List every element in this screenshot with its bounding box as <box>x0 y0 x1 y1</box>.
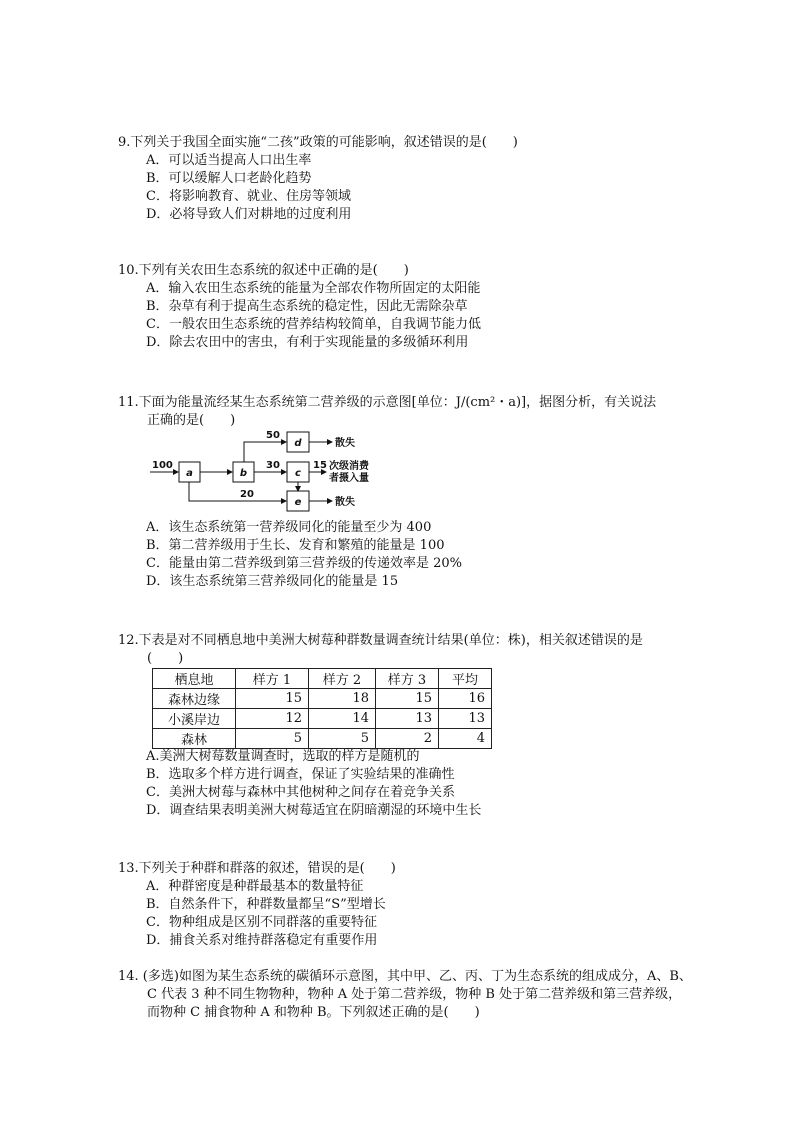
label-input-100: 100 <box>152 460 173 471</box>
table-header: 样方 1 <box>236 669 309 689</box>
node-b-label: b <box>239 468 248 479</box>
table-cell: 5 <box>309 729 376 749</box>
question-12-option-a: A.美洲大树莓数量调查时，选取的样方是随机的 <box>146 749 420 764</box>
table-header: 样方 2 <box>309 669 376 689</box>
question-13-stem: 13.下列关于种群和群落的叙述，错误的是( ) <box>118 861 396 876</box>
table-header: 样方 3 <box>376 669 439 689</box>
question-11-stem-line2: 正确的是( ) <box>147 413 236 428</box>
node-d-label: d <box>294 438 302 449</box>
table-cell: 13 <box>376 709 439 729</box>
table-header: 栖息地 <box>153 669 236 689</box>
question-12-stem-line2: ( ) <box>147 651 184 666</box>
question-13-option-c: C．物种组成是区别不同群落的重要特征 <box>146 915 377 930</box>
question-12-option-c: C．美洲大树莓与森林中其他树种之间存在着竞争关系 <box>146 785 455 800</box>
question-14-line3: 而物种 C 捕食物种 A 和物种 B。下列叙述正确的是( ) <box>147 1005 480 1020</box>
question-9 <box>118 134 718 224</box>
table-cell: 森林 <box>153 729 236 749</box>
question-9-option-c: C．将影响教育、就业、住房等领域 <box>146 189 351 204</box>
question-10 <box>118 262 718 352</box>
table-cell: 2 <box>376 729 439 749</box>
table-cell: 15 <box>376 689 439 709</box>
question-10-stem: 10.下列有关农田生态系统的叙述中正确的是( ) <box>118 263 409 278</box>
question-10-option-a: A．输入农田生态系统的能量为全部农作物所固定的太阳能 <box>146 281 481 296</box>
question-13 <box>118 860 718 950</box>
table-cell: 4 <box>439 729 492 749</box>
energy-flow-diagram <box>148 428 398 520</box>
question-11-stem-line1: 11.下面为能量流经某生态系统第二营养级的示意图[单位：J/(cm²・a)]，据图分析，有关说法 <box>118 395 657 410</box>
question-10-option-d: D．除去农田中的害虫，有利于实现能量的多级循环利用 <box>146 335 469 350</box>
question-11-option-a: A．该生态系统第一营养级同化的能量至少为 400 <box>146 520 432 535</box>
question-12-stem-line1: 12.下表是对不同栖息地中美洲大树莓种群数量调查统计结果(单位：株)，相关叙述错误的是 <box>118 633 643 648</box>
question-11-option-d: D．该生态系统第三营养级同化的能量是 15 <box>146 574 399 589</box>
arrow-a-e <box>189 482 286 501</box>
question-9-option-b: B．可以缓解人口老龄化趋势 <box>146 171 312 186</box>
question-13-option-b: B．自然条件下，种群数量都呈“S”型增长 <box>146 897 386 912</box>
label-bd-50: 50 <box>266 430 280 441</box>
question-9-option-a: A．可以适当提高人口出生率 <box>146 153 312 168</box>
question-14-line1: 14. (多选)如图为某生态系统的碳循环示意图，其中甲、乙、丙、丁为生态系统的组成成分，A、B、 <box>118 969 692 984</box>
question-12-options <box>118 748 718 820</box>
label-ae-20: 20 <box>240 489 254 500</box>
question-12-option-d: D．调查结果表明美洲大树莓适宜在阴暗潮湿的环境中生长 <box>146 803 482 818</box>
question-10-option-b: B．杂草有利于提高生态系统的稳定性，因此无需除杂草 <box>146 299 468 314</box>
label-e-out: 散失 <box>335 497 355 508</box>
question-12-option-b: B．选取多个样方进行调查，保证了实验结果的准确性 <box>146 767 455 782</box>
arrow-b-d <box>244 442 286 462</box>
question-11 <box>118 394 718 430</box>
question-13-option-a: A．种群密度是种群最基本的数量特征 <box>146 879 364 894</box>
label-c-out-15: 15 <box>313 460 327 471</box>
question-13-option-d: D．捕食关系对维持群落稳定有重要作用 <box>146 933 378 948</box>
table-cell: 15 <box>236 689 309 709</box>
node-c-label: c <box>295 468 301 479</box>
question-12 <box>118 632 718 668</box>
question-11-option-b: B．第二营养级用于生长、发育和繁殖的能量是 100 <box>146 538 445 553</box>
table-cell: 14 <box>309 709 376 729</box>
question-14 <box>118 968 718 1022</box>
table-cell: 12 <box>236 709 309 729</box>
table-cell: 13 <box>439 709 492 729</box>
table-cell: 5 <box>236 729 309 749</box>
label-d-out: 散失 <box>335 438 355 449</box>
table-header-row <box>153 669 492 689</box>
node-a-label: a <box>186 468 193 479</box>
question-11-options <box>118 519 718 591</box>
table-header: 平均 <box>439 669 492 689</box>
question-9-stem: 9.下列关于我国全面实施“二孩”政策的可能影响，叙述错误的是( ) <box>118 135 518 150</box>
table-cell: 18 <box>309 689 376 709</box>
table-row <box>153 709 492 729</box>
table-row <box>153 729 492 749</box>
node-e-label: e <box>294 497 302 508</box>
table-row <box>153 689 492 709</box>
table-cell: 森林边缘 <box>153 689 236 709</box>
question-10-option-c: C．一般农田生态系统的营养结构较简单，自我调节能力低 <box>146 317 481 332</box>
survey-table <box>152 668 492 749</box>
label-c-out-text2: 者摄入量 <box>329 473 369 484</box>
question-9-option-d: D．必将导致人们对耕地的过度利用 <box>146 207 352 222</box>
question-14-line2: C 代表 3 种不同生物物种，物种 A 处于第二营养级，物种 B 处于第二营养级和第三营养级， <box>147 987 682 1002</box>
question-11-option-c: C．能量由第二营养级到第三营养级的传递效率是 20% <box>146 556 462 571</box>
table-cell: 16 <box>439 689 492 709</box>
label-c-out-text1: 次级消费 <box>329 461 369 472</box>
label-bc-30: 30 <box>266 460 280 471</box>
table-cell: 小溪岸边 <box>153 709 236 729</box>
